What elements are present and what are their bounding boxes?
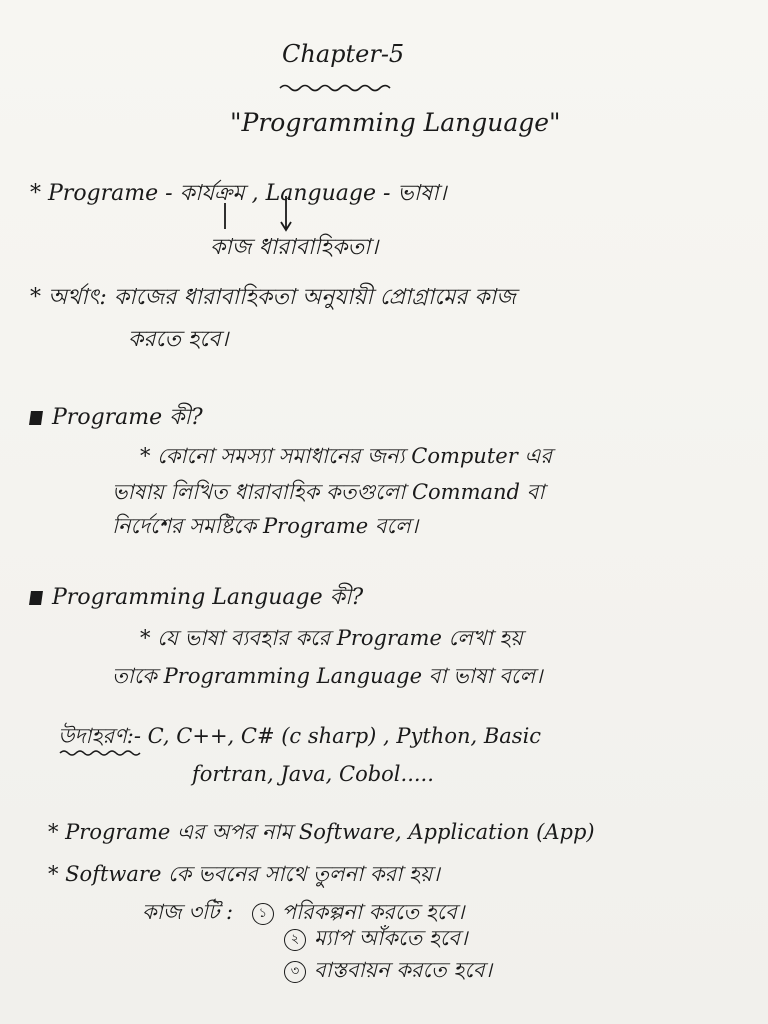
software-alias-line: * Programe এর অপর নাম Software, Application (App) xyxy=(48,820,595,844)
definition-line: * Programe - কার্যক্রম , Language - ভাষা। xyxy=(30,181,447,206)
number-circle-icon: ২ xyxy=(284,929,306,951)
task-item-1 xyxy=(252,900,465,924)
number-circle-icon: ১ xyxy=(252,903,274,925)
language-definition-2: তাকে Programming Language বা ভাষা বলে। xyxy=(112,664,543,688)
task-text: পরিকল্পনা করতে হবে। xyxy=(281,900,465,924)
meaning-line-cont: করতে হবে। xyxy=(128,327,229,352)
task-item-2 xyxy=(284,922,468,957)
section-heading-program xyxy=(30,400,203,437)
square-bullet-icon xyxy=(29,411,43,425)
section-heading-language xyxy=(30,580,363,617)
examples-line: উদাহরণ:- C, C++, C# (c sharp) , Python, Basic xyxy=(58,724,542,748)
chapter-underline xyxy=(278,82,398,94)
chapter-heading: Chapter-5 xyxy=(282,40,405,68)
number-circle-icon: ৩ xyxy=(284,961,306,983)
examples-underline xyxy=(58,748,148,758)
connector-line xyxy=(222,203,228,231)
section-heading-text: Programming Language কী? xyxy=(52,585,364,610)
page-title: "Programming Language" xyxy=(230,108,561,137)
task-text: ম্যাপ আঁকতে হবে। xyxy=(314,926,468,950)
task-count-label: কাজ ৩টি : xyxy=(142,900,234,924)
program-definition-3: নির্দেশের সমষ্টিকে Programe বলে। xyxy=(112,514,419,538)
down-arrow-icon xyxy=(280,196,292,232)
examples-line-cont: fortran, Java, Cobol..... xyxy=(192,762,434,786)
task-item-3 xyxy=(284,954,492,989)
square-bullet-icon xyxy=(29,591,43,605)
software-compare-line: * Software কে ভবনের সাথে তুলনা করা হয়। xyxy=(48,862,440,886)
translation-line: কাজ ধারাবাহিকতা। xyxy=(210,235,379,260)
program-definition-2: ভাষায় লিখিত ধারাবাহিক কতগুলো Command বা xyxy=(112,480,545,504)
section-heading-text: Programe কী? xyxy=(52,405,203,430)
task-text: বাস্তবায়ন করতে হবে। xyxy=(314,958,493,982)
program-definition-1: * কোনো সমস্যা সমাধানের জন্য Computer এর xyxy=(140,444,552,468)
meaning-line: * অর্থাৎ: কাজের ধারাবাহিকতা অনুযায়ী প্রোগ্রামের কাজ xyxy=(30,285,516,310)
language-definition-1: * যে ভাষা ব্যবহার করে Programe লেখা হয় xyxy=(140,626,523,650)
